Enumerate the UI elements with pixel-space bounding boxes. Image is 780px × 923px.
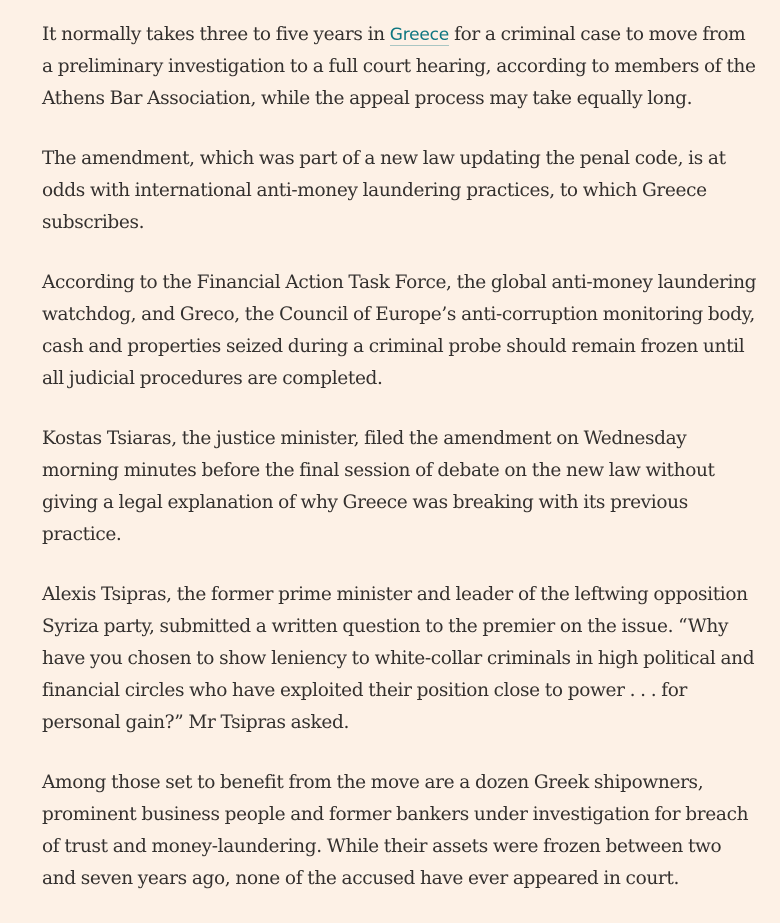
paragraph-6: Among those set to benefit from the move are a dozen Greek shipowners, prominent business people and former bankers under investigation for breach of trust and money-laundering. While their assets were frozen between two and seven years ago, none of the accused have ever appeared in court. — [42, 772, 749, 889]
paragraph-2: The amendment, which was part of a new law updating the penal code, is at odds with international anti-money laundering practices, to which Greece subscribes. — [42, 148, 726, 233]
paragraph-1-text-after: for a criminal case to move from a preliminary investigation to a full court hearing, according to members of the Athens Bar Association, while the appeal process may take equally long. — [42, 24, 756, 109]
paragraph-1 — [42, 19, 758, 115]
article-body — [42, 19, 758, 923]
paragraph-3: According to the Financial Action Task Force, the global anti-money laundering watchdog, and Greco, the Council of Europe’s anti-corruption monitoring body, cash and properties seized during a criminal probe should remain frozen until all judicial procedures are completed. — [42, 272, 757, 389]
paragraph-1-text-before: It normally takes three to five years in — [42, 24, 390, 45]
greece-link[interactable]: Greece — [389, 25, 450, 45]
paragraph-5: Alexis Tsipras, the former prime minister and leader of the leftwing opposition Syriza party, submitted a written question to the premier on the issue. “Why have you chosen to show leniency to white-collar criminals in high political and financial circles who have exploited their position close to power . . . for personal gain?” Mr Tsipras asked. — [42, 584, 755, 733]
paragraph-4: Kostas Tsiaras, the justice minister, filed the amendment on Wednesday morning minutes before the final session of debate on the new law without giving a legal explanation of why Greece was breaking with its previous practice. — [42, 428, 715, 545]
